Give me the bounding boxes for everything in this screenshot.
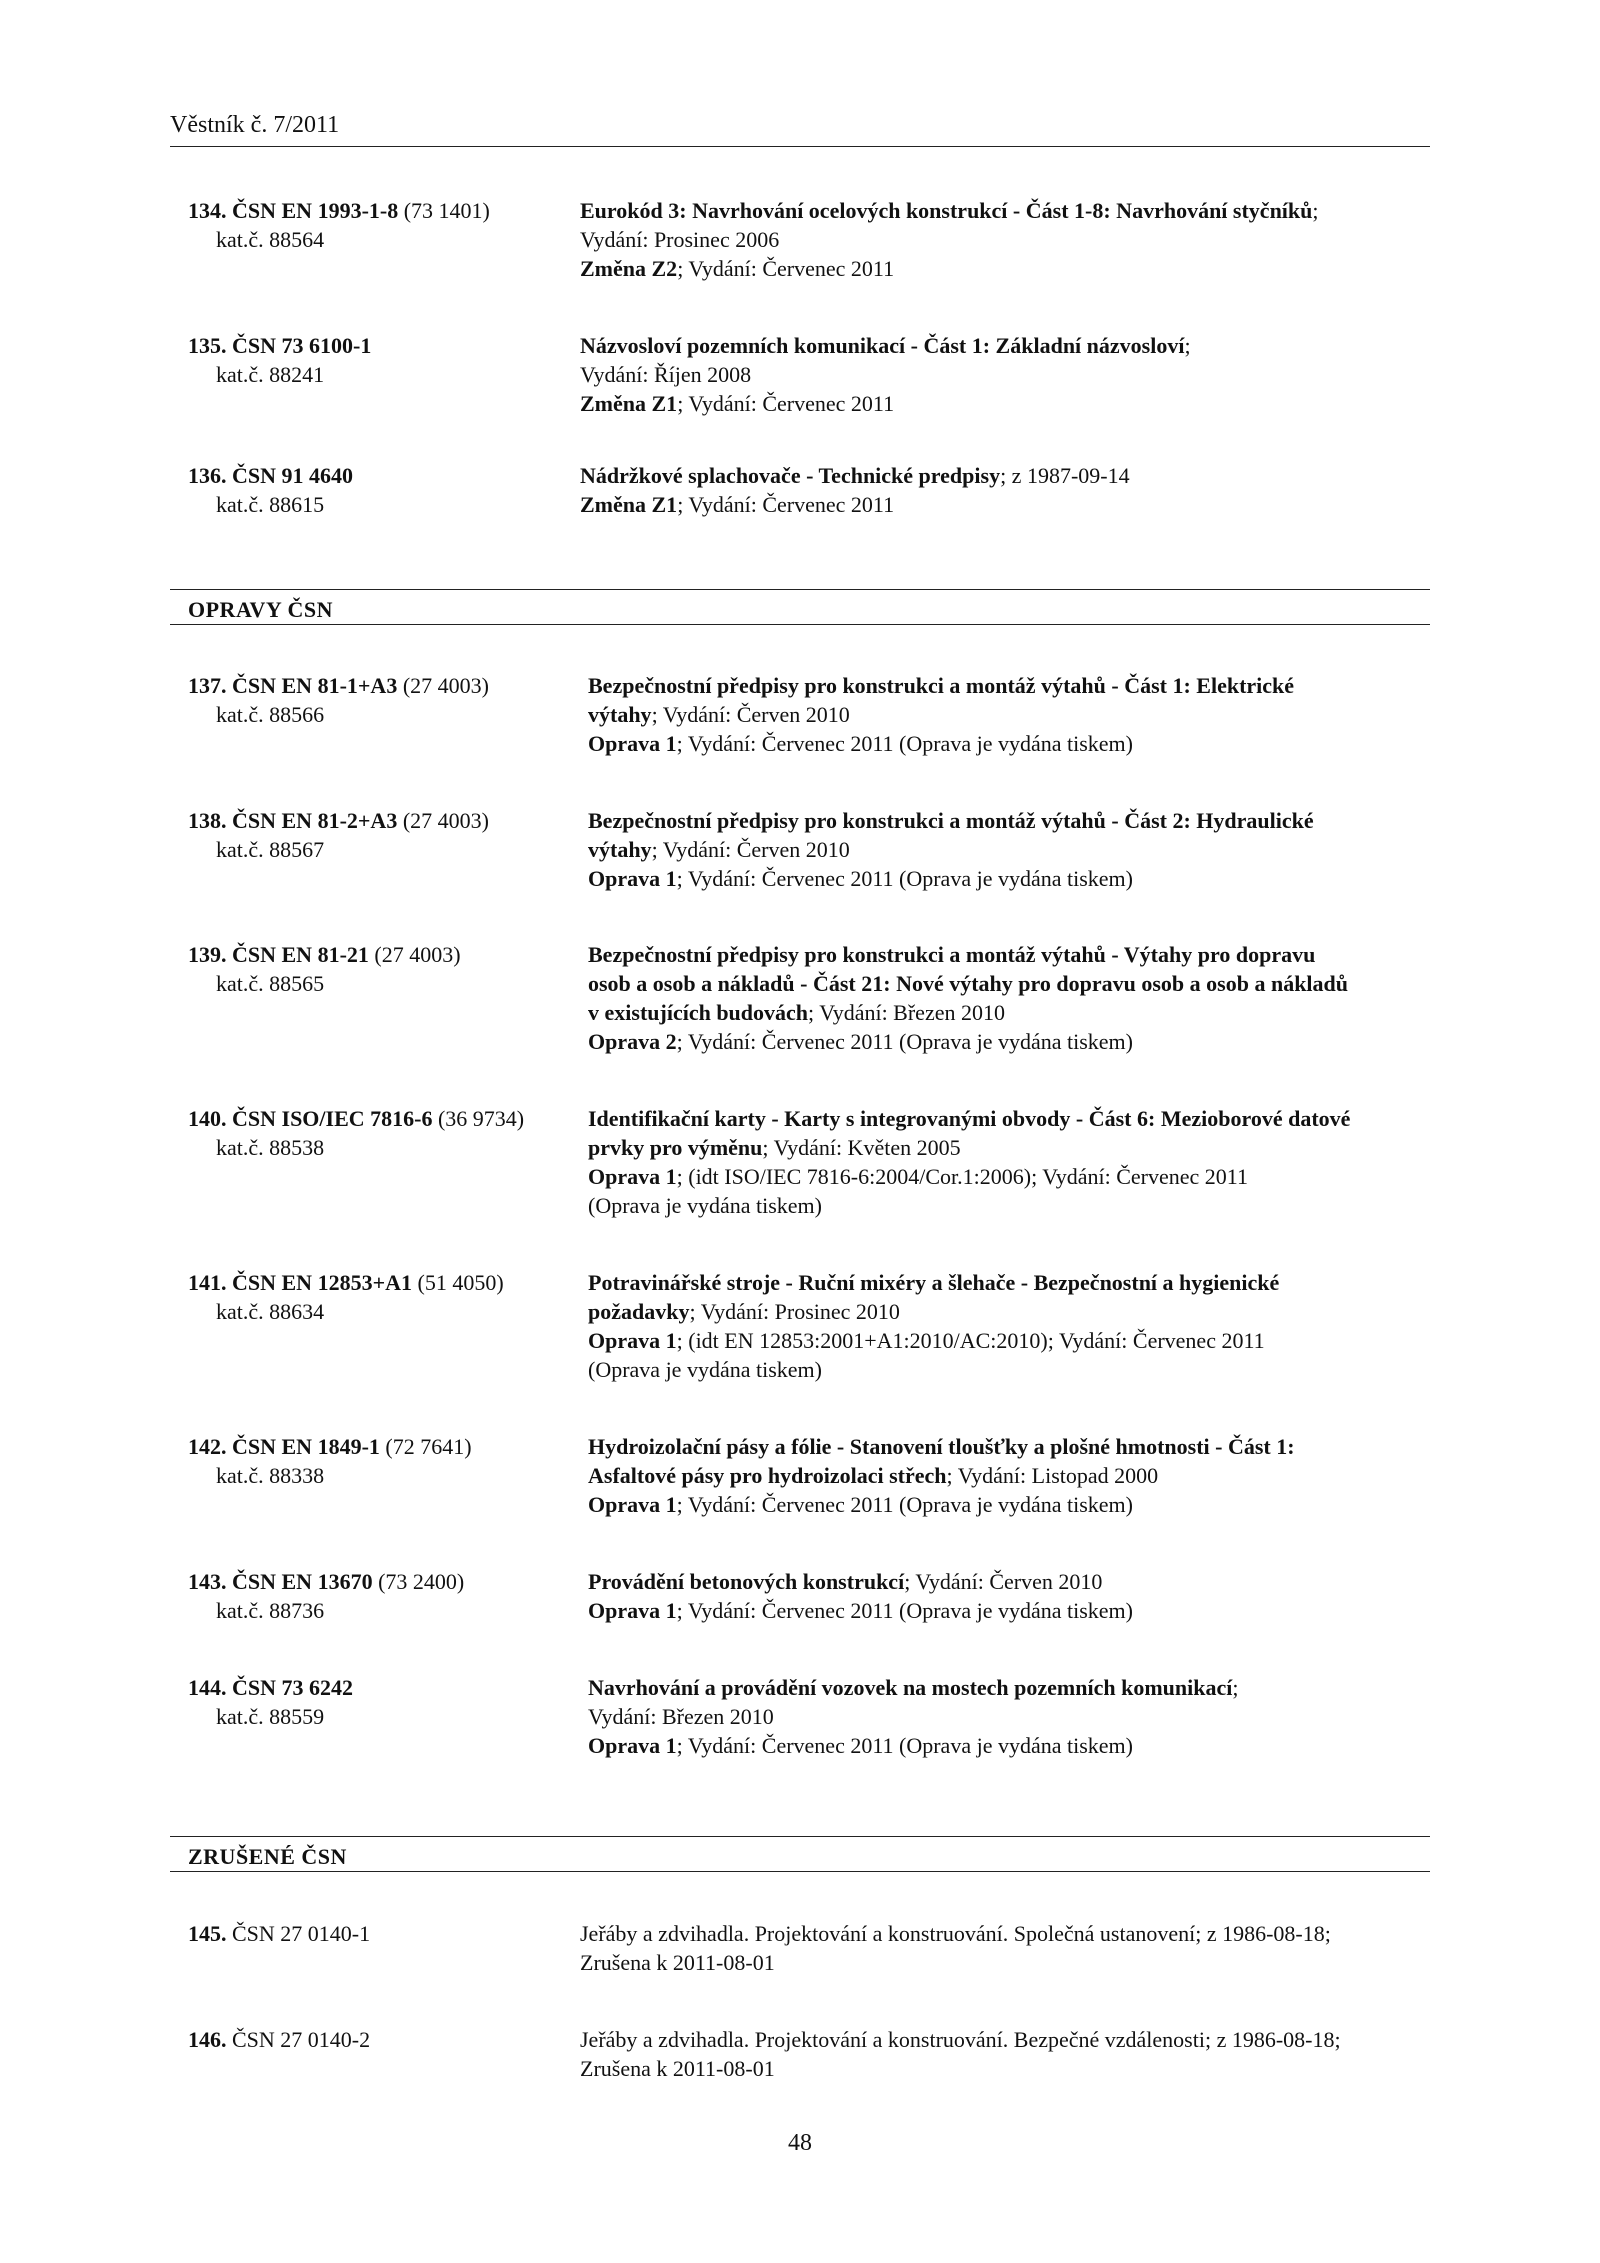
catalog-number: kat.č. 88615 bbox=[216, 492, 325, 517]
journal-title: Věstník č. 7/2011 bbox=[170, 112, 340, 138]
standard-description: Eurokód 3: Navrhování ocelových konstrukcí - Část 1-8: Navrhování styčníků; Vydání: Prosinec 2006 Změna Z2; Vydání: Červenec 2011 bbox=[580, 198, 1319, 281]
standard-description: Nádržkové splachovače - Technické predpisy; z 1987-09-14 Změna Z1; Vydání: Červenec 2011 bbox=[580, 463, 1130, 517]
standard-id: 135. ČSN 73 6100-1 bbox=[188, 333, 372, 358]
standard-description: Bezpečnostní předpisy pro konstrukci a montáž výtahů - Výtahy pro dopravu osob a osob a nákladů - Část 21: Nové výtahy pro dopravu osob a osob a nákladů v existujících budovách; Vydání: Březen 2010 Oprava 2; Vydání: Červenec 2011 (Oprava je vydána tiskem) bbox=[588, 942, 1349, 1054]
standard-description: Bezpečnostní předpisy pro konstrukci a montáž výtahů - Část 2: Hydraulické výtahy; Vydání: Červen 2010 Oprava 1; Vydání: Červenec 2011 (Oprava je vydána tiskem) bbox=[588, 808, 1314, 891]
page-number: 48 bbox=[788, 2130, 812, 2156]
catalog-number: kat.č. 88559 bbox=[216, 1704, 325, 1729]
catalog-number: kat.č. 88634 bbox=[216, 1299, 325, 1324]
catalog-number: kat.č. 88338 bbox=[216, 1463, 325, 1488]
standard-id: 146. ČSN 27 0140-2 bbox=[188, 2027, 371, 2052]
standard-description: Potravinářské stroje - Ruční mixéry a šlehače - Bezpečnostní a hygienické požadavky; Vydání: Prosinec 2010 Oprava 1; (idt EN 12853:2001+A1:2010/AC:2010); Vydání: Červenec 2011 (Oprava je vydána tiskem) bbox=[588, 1270, 1280, 1382]
standard-id: 142. ČSN EN 1849-1 (72 7641) bbox=[188, 1434, 472, 1459]
standard-id: 141. ČSN EN 12853+A1 (51 4050) bbox=[188, 1270, 504, 1295]
catalog-number: kat.č. 88241 bbox=[216, 362, 325, 387]
standard-description: Provádění betonových konstrukcí; Vydání: Červen 2010 Oprava 1; Vydání: Červenec 2011 (Oprava je vydána tiskem) bbox=[588, 1569, 1133, 1623]
section-heading-opravy: OPRAVY ČSN bbox=[170, 589, 1430, 625]
standard-description: Identifikační karty - Karty s integrovanými obvody - Část 6: Mezioborové datové prvky pro výměnu; Vydání: Květen 2005 Oprava 1; (idt ISO/IEC 7816-6:2004/Cor.1:2006); Vydání: Červenec 2011 (Oprava je vydána tiskem) bbox=[588, 1106, 1351, 1218]
standard-id: 137. ČSN EN 81-1+A3 (27 4003) bbox=[188, 673, 489, 698]
standard-description: Jeřáby a zdvihadla. Projektování a konstruování. Společná ustanovení; z 1986-08-18; Zrušena k 2011-08-01 bbox=[580, 1921, 1331, 1975]
standard-id: 143. ČSN EN 13670 (73 2400) bbox=[188, 1569, 465, 1594]
standard-description: Bezpečnostní předpisy pro konstrukci a montáž výtahů - Část 1: Elektrické výtahy; Vydání: Červen 2010 Oprava 1; Vydání: Červenec 2011 (Oprava je vydána tiskem) bbox=[588, 673, 1295, 756]
standard-id: 145. ČSN 27 0140-1 bbox=[188, 1921, 371, 1946]
catalog-number: kat.č. 88566 bbox=[216, 702, 325, 727]
catalog-number: kat.č. 88538 bbox=[216, 1135, 325, 1160]
standard-description: Hydroizolační pásy a fólie - Stanovení tloušťky a plošné hmotnosti - Část 1: Asfaltové pásy pro hydroizolaci střech; Vydání: Listopad 2000 Oprava 1; Vydání: Červenec 2011 (Oprava je vydána tiskem) bbox=[588, 1434, 1295, 1517]
catalog-number: kat.č. 88565 bbox=[216, 971, 325, 996]
standard-id: 140. ČSN ISO/IEC 7816-6 (36 9734) bbox=[188, 1106, 525, 1131]
standard-id: 139. ČSN EN 81-21 (27 4003) bbox=[188, 942, 461, 967]
standard-id: 136. ČSN 91 4640 bbox=[188, 463, 354, 488]
section-heading-zrusene: ZRUŠENÉ ČSN bbox=[170, 1836, 1430, 1872]
standard-description: Názvosloví pozemních komunikací - Část 1: Základní názvosloví; Vydání: Říjen 2008 Změna Z1; Vydání: Červenec 2011 bbox=[580, 333, 1191, 416]
standard-description: Navrhování a provádění vozovek na mostech pozemních komunikací; Vydání: Březen 2010 Oprava 1; Vydání: Červenec 2011 (Oprava je vydána tiskem) bbox=[588, 1675, 1239, 1758]
standard-id: 138. ČSN EN 81-2+A3 (27 4003) bbox=[188, 808, 489, 833]
standard-id: 134. ČSN EN 1993-1-8 (73 1401) bbox=[188, 198, 490, 223]
standard-description: Jeřáby a zdvihadla. Projektování a konstruování. Bezpečné vzdálenosti; z 1986-08-18; Zrušena k 2011-08-01 bbox=[580, 2027, 1341, 2081]
page-header bbox=[170, 112, 1430, 147]
catalog-number: kat.č. 88564 bbox=[216, 227, 325, 252]
catalog-number: kat.č. 88736 bbox=[216, 1598, 325, 1623]
catalog-number: kat.č. 88567 bbox=[216, 837, 325, 862]
standard-id: 144. ČSN 73 6242 bbox=[188, 1675, 354, 1700]
